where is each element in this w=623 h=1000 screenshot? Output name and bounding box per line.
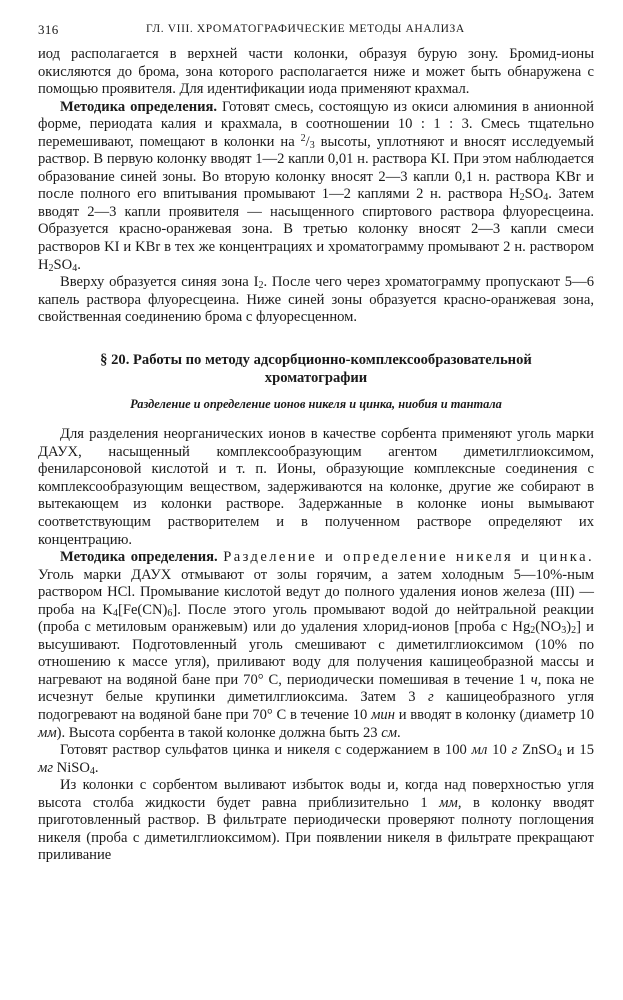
running-title: ГЛ. VIII. ХРОМАТОГРАФИЧЕСКИЕ МЕТОДЫ АНАЛИЗА [146,23,465,35]
page-number: 316 [38,22,59,37]
paragraph-blue-zone: Вверху образуется синяя зона $I_2$. После чего через хроматограмму пропускают 5—6 капель раствора флуоресцеина. Ниже синей зоны образуется красно-оранжевая зона, свойственная соединению брома с флуоресценном. [38,274,594,326]
method-lead-label: Методика определения. [60,549,218,566]
paragraph-method-nickel-zinc: Методика определения. Разделение и определение никеля и цинка. Уголь марки ДАУХ отмывают от золы горячим, а затем холодным 5—10%-ным раствором HCl. Промывание кислотой ведут до полного удаления ионов железа (III) — проба на $K_4[Fe(CN)_6]$. После этого уголь промывают водой до нейтральной реакции (проба с метиловым оранжевым) или до удаления хлорид-ионов [проба с $Hg_2(NO_3)_2$] и высушивают. Подготовленный уголь смешивают с диметилглиоксимом (10% по отношению к массе угля), приливают воду для получения кашицеобразной массы и нагревают на водяной бане при 70° С, периодически помешивая в течение 1 ч, пока не исчезнут белые крупинки диметилглиоксима. Затем 3 г кашицеобразного угля подогревают на водяной бане при 70° С в течение 10 мин и вводят в колонку (диаметр 10 мм). Высота сорбента в такой колонке должна быть 23 см. [38,549,595,741]
method-lead-label: Методика определения. [60,98,218,115]
section-heading: § 20. Работы по методу адсорбционно-комплексообразовательной хроматографии [100,351,532,386]
paragraph-sorbent-intro: Для разделения неорганических ионов в качестве сорбента применяют уголь марки ДАУХ, насыщенный комплексообразующим агентом диметилглиоксимом, фениларсоновой кислотой и т. п. Ионы, образующие комплексные соединения с комплексообразующим веществом, задерживаются на колонке, другие же собирают в вытекающем из колонки растворе. Задержанные в колонке ионы вымывают соответствующим растворителем и в полученном растворе определяют их концентрацию. [38,426,594,548]
subsection-heading: Разделение и определение ионов никеля и цинка, ниобия и тантала [130,396,502,411]
body-text [38,46,594,865]
paragraph-iodine-zone: иод располагается в верхней части колонки, образуя бурую зону. Бромид-ионы окисляются до брома, зона которого располагается ниже и может быть обнаружена с помощью проявителя. Для идентификации иода применяют крахмал. [38,46,594,98]
paragraph-method-iodine-bromine: Методика определения. Готовят смесь, состоящую из окиси алюминия в анионной форме, периодата калия и крахмала, в соотношении 10 : 1 : 3. Смесь тщательно перемешивают, помещают в колонки на $^2/_3$ высоты, уплотняют и вносят исследуемый раствор. В первую колонку вводят 1—2 капли 0,01 н. раствора KI. При этом наблюдается образование синей зоны. Во вторую колонку вносят 2—3 капли 0,1 н. раствора KBr и после полного его впитывания промывают 1—2 каплями 2 н. раствора $H_2SO_4$. Затем вводят 2—3 капли проявителя — насыщенного спиртового раствора флуоресцеина. Образуется красно-оранжевая зона. В третью колонку вносят 2—3 капли смеси растворов KI и KBr в тех же концентрациях и хроматограмму промывают 2 н. раствором $H_2SO_4$. [38,98,594,274]
book-page [38,22,594,987]
running-head [38,22,594,44]
paragraph-column-procedure: Из колонки с сорбентом выливают избыток воды и, когда над поверхностью угля высота столба жидкости будет равна приблизительно 1 мм, в колонку вводят приготовленный раствор. В фильтрате периодически проверяют полноту поглощения никеля (проба с диметилглиоксимом). При появлении никеля в фильтрате прекращают приливание [38,777,594,864]
paragraph-sulfate-solution: Готовят раствор сульфатов цинка и никеля с содержанием в 100 мл 10 г ZnSO$_4$ и 15 мг NiSO$_4$. [38,742,595,777]
spaced-subtitle: Разделение и определение никеля и цинка. [223,549,594,566]
